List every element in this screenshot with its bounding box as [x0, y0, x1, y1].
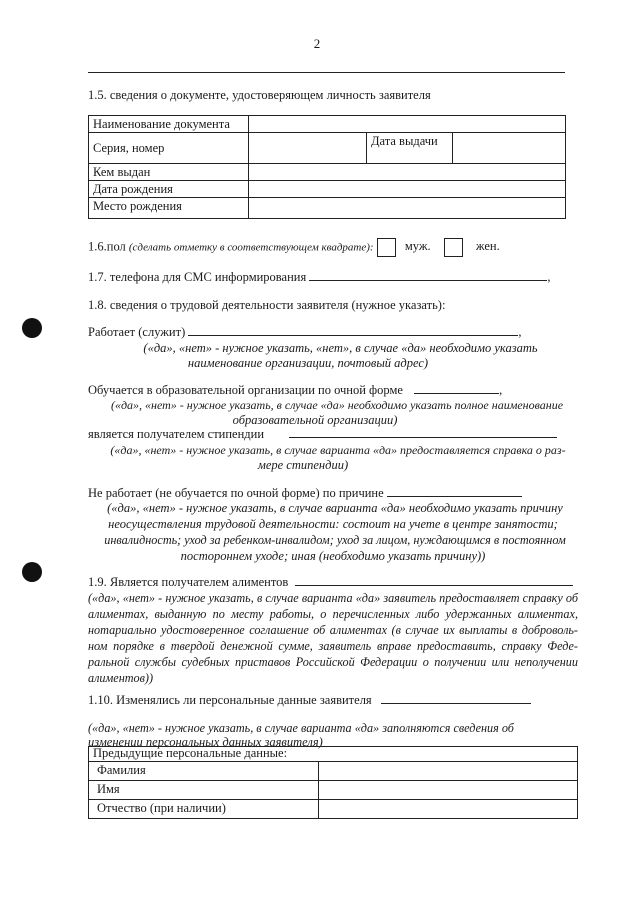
phone-field[interactable] [309, 269, 547, 281]
stipend-field[interactable] [289, 426, 557, 438]
personal-change-hint-2: изменении персональных данных заявителя) [88, 735, 323, 749]
nowork-field[interactable] [387, 485, 522, 497]
top-divider [88, 72, 565, 73]
works-row [88, 324, 521, 340]
works-field[interactable] [188, 324, 518, 336]
table-row [89, 747, 578, 762]
row-label-date-issue: Дата выдачи [367, 133, 453, 164]
row-label-name: Имя [89, 781, 319, 800]
row-label-doc-name: Наименование документа [89, 116, 249, 133]
table-row [89, 781, 578, 800]
punch-hole-bottom [22, 562, 42, 582]
table-row [89, 133, 566, 164]
table-row [89, 800, 578, 819]
works-hint-1: («да», «нет» - нужное указать, «нет», в случае «да» необходимо указать [143, 341, 538, 355]
personal-change-field[interactable] [381, 692, 531, 704]
section-1-10 [88, 692, 531, 708]
nowork-label: Не работает (не обучается по очной форме) по причине [88, 486, 384, 500]
row-label-birth-place: Место рождения [89, 198, 249, 219]
row-label-surname: Фамилия [89, 762, 319, 781]
phone-tail: , [547, 270, 551, 284]
study-hint-2: образовательной организации) [232, 413, 398, 427]
alimony-hint: («да», «нет» - нужное указать, в случае варианта «да» заявитель предоставляет справку об алиментах, выданную по месту работы, о перечисленных либо удержанных алиментах, нотариально удостоверенное соглашение об алиментах (в случае их выплаты в доброволь-ном порядке в твердой денежной сумме, заявитель вправе предоставить, справку Феде-ральной службы судебных приставов Российской Федерации о получении или неполучении алиментов)) [88, 591, 578, 685]
section-1-6 [88, 238, 500, 257]
identity-document-table [88, 115, 566, 219]
punch-hole-top [22, 318, 42, 338]
stipend-row [88, 426, 557, 442]
previous-personal-data-table [88, 746, 578, 819]
study-hint-1: («да», «нет» - нужное указать, в случае «да» необходимо указать полное наименование [110, 398, 564, 412]
works-label: Работает (служит) [88, 325, 186, 339]
gender-label: 1.6.пол [88, 239, 126, 254]
name-value[interactable] [319, 781, 578, 800]
nowork-hint-2: неосуществления трудовой деятельности: состоит на учете в центре занятости; [108, 517, 558, 531]
page-number: 2 [313, 36, 321, 51]
male-label: муж. [404, 239, 431, 254]
patronymic-value[interactable] [319, 800, 578, 819]
table-row [89, 116, 566, 133]
previous-data-header: Предыдущие персональные данные: [89, 747, 578, 762]
nowork-hint-4: постороннем уходе; иная (необходимо указать причину)) [180, 549, 486, 563]
table-row [89, 164, 566, 181]
female-label: жен. [475, 239, 500, 254]
row-label-patronymic: Отчество (при наличии) [89, 800, 319, 819]
male-checkbox[interactable] [377, 238, 396, 257]
personal-change-label: 1.10. Изменялись ли персональные данные заявителя [88, 693, 372, 707]
alimony-label: 1.9. Является получателем алиментов [88, 575, 289, 589]
stipend-label: является получателем стипендии [88, 427, 265, 441]
study-label: Обучается в образовательной организации по очной форме [88, 383, 403, 397]
nowork-hint-3: инвалидность; уход за ребенком-инвалидом; уход за лицом, нуждающимся в постоянном [104, 533, 566, 547]
surname-value[interactable] [319, 762, 578, 781]
table-row [89, 198, 566, 219]
section-1-7 [88, 269, 550, 285]
personal-change-hint-1: («да», «нет» - нужное указать, в случае варианта «да» заполняются сведения об [88, 721, 514, 735]
birth-place-value[interactable] [249, 198, 566, 219]
stipend-hint-2: мере стипендии) [257, 458, 349, 472]
study-row [88, 382, 502, 398]
table-row [89, 762, 578, 781]
works-hint-2: наименование организации, почтовый адрес) [187, 356, 429, 370]
date-issue-value[interactable] [453, 133, 566, 164]
nowork-row [88, 485, 522, 501]
row-label-birth-date: Дата рождения [89, 181, 249, 198]
doc-name-value[interactable] [249, 116, 566, 133]
study-field[interactable] [414, 382, 499, 394]
female-checkbox[interactable] [444, 238, 463, 257]
section-1-5-title: 1.5. сведения о документе, удостоверяющем личность заявителя [88, 88, 431, 102]
phone-label: 1.7. телефона для СМС информирования [88, 270, 307, 284]
section-1-8-title: 1.8. сведения о трудовой деятельности заявителя (нужное указать): [88, 298, 446, 312]
works-tail: , [518, 325, 522, 339]
table-row [89, 181, 566, 198]
gender-hint: (сделать отметку в соответствующем квадрате): [128, 241, 374, 254]
row-label-series: Серия, номер [89, 133, 249, 164]
series-value[interactable] [249, 133, 367, 164]
nowork-hint-1: («да», «нет» - нужное указать, в случае варианта «да» необходимо указать причину [107, 501, 563, 515]
issued-by-value[interactable] [249, 164, 566, 181]
section-1-9 [88, 574, 573, 590]
alimony-field[interactable] [295, 574, 573, 586]
birth-date-value[interactable] [249, 181, 566, 198]
stipend-hint-1: («да», «нет» - нужное указать, в случае варианта «да» предоставляется справка о раз- [110, 443, 566, 457]
study-tail: , [499, 383, 503, 397]
row-label-issued-by: Кем выдан [89, 164, 249, 181]
